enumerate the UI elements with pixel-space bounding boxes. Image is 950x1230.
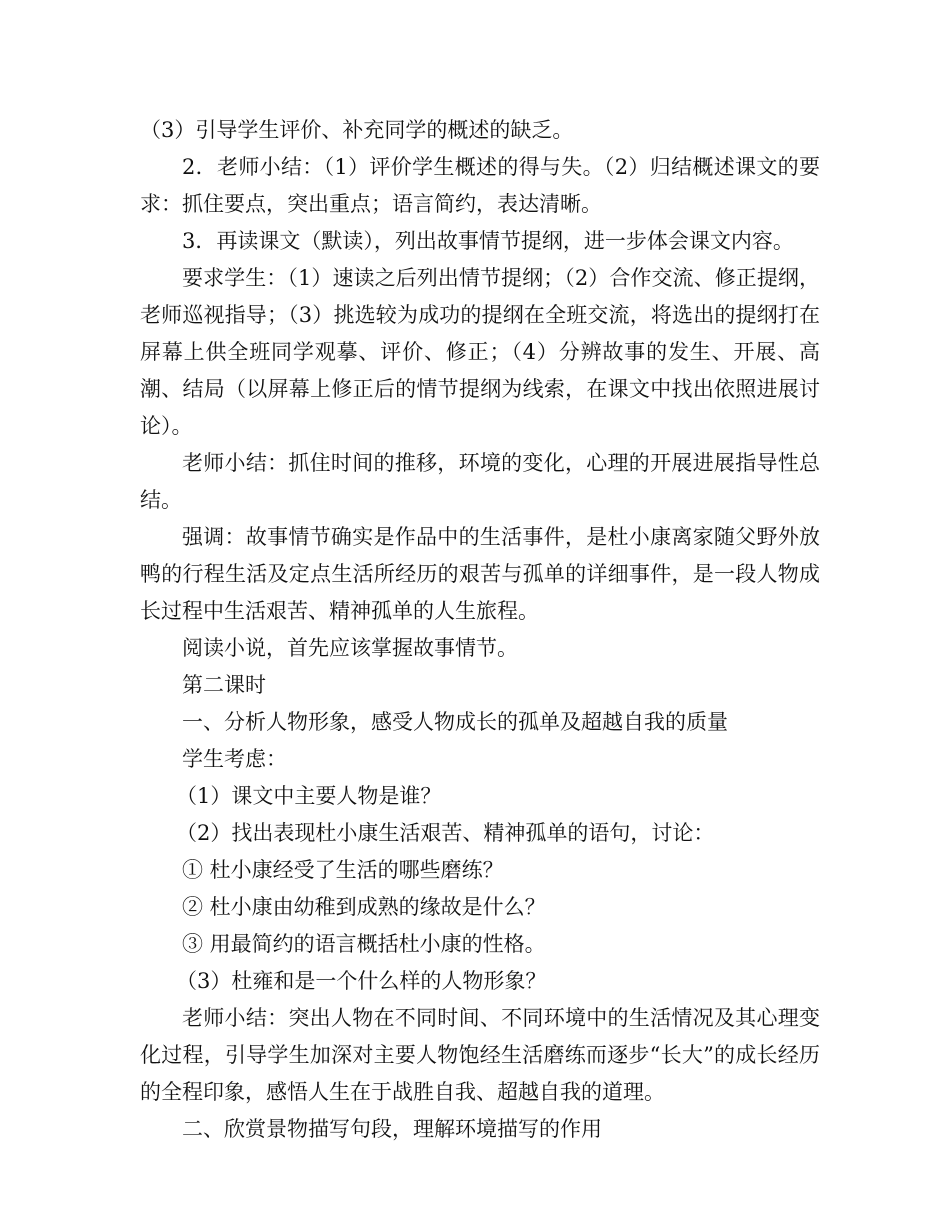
paragraph-emphasis: 强调：故事情节确实是作品中的生活事件，是杜小康离家随父野外放鸭的行程生活及定点生活所经历的艰苦与孤单的详细事件，是一段人物成长过程中生活艰苦、精神孤单的人生旅程。 — [140, 525, 820, 623]
section-heading-scenery-description: 二、欣赏景物描写句段，理解环境描写的作用 — [182, 1117, 602, 1141]
sub-question-3: ③ 用最简约的语言概括杜小康的性格。 — [182, 932, 546, 956]
sub-question-1: ① 杜小康经受了生活的哪些磨练？ — [182, 858, 504, 882]
section-heading-character-analysis: 一、分析人物形象，感受人物成长的孤单及超越自我的质量 — [182, 710, 728, 734]
paragraph-student-requirements: 要求学生：（1）速读之后列出情节提纲；（2）合作交流、修正提纲，老师巡视指导；（3）挑选较为成功的提纲在全班交流，将选出的提纲打在屏幕上供全班同学观摹、评价、修正；（4）分辨故事的发生、开展、高潮、结局（以屏幕上修正后的情节提纲为线索，在课文中找出依照进展讨论）。 — [140, 266, 820, 438]
paragraph-student-thinking: 学生考虑： — [182, 747, 287, 771]
paragraph-reread-text: 3．再读课文（默读），列出故事情节提纲，进一步体会课文内容。 — [182, 229, 794, 253]
paragraph-reading-advice: 阅读小说，首先应该掌握故事情节。 — [182, 636, 518, 660]
paragraph-guide-evaluate: （3）引导学生评价、补充同学的概述的缺乏。 — [140, 118, 574, 142]
document-body — [140, 112, 820, 1148]
paragraph-teacher-summary-1: 2．老师小结：（1）评价学生概述的得与失。（2）归结概述课文的要求：抓住要点，突出重点；语言简约，表达清晰。 — [140, 155, 820, 216]
sub-question-2: ② 杜小康由幼稚到成熟的缘故是什么？ — [182, 895, 546, 919]
paragraph-teacher-summary-3: 老师小结：突出人物在不同时间、不同环境中的生活情况及其心理变化过程，引导学生加深对主要人物饱经生活磨练而逐步“长大”的成长经历的全程印象，感悟人生在于战胜自我、超越自我的道理。 — [140, 1006, 820, 1104]
question-3: （3）杜雍和是一个什么样的人物形象？ — [176, 969, 547, 993]
question-2: （2）找出表现杜小康生活艰苦、精神孤单的语句，讨论： — [176, 821, 715, 845]
paragraph-teacher-summary-2: 老师小结：抓住时间的推移，环境的变化，心理的开展进展指导性总结。 — [140, 451, 820, 512]
section-heading-second-lesson: 第二课时 — [182, 673, 266, 697]
question-1: （1）课文中主要人物是谁？ — [176, 784, 442, 808]
